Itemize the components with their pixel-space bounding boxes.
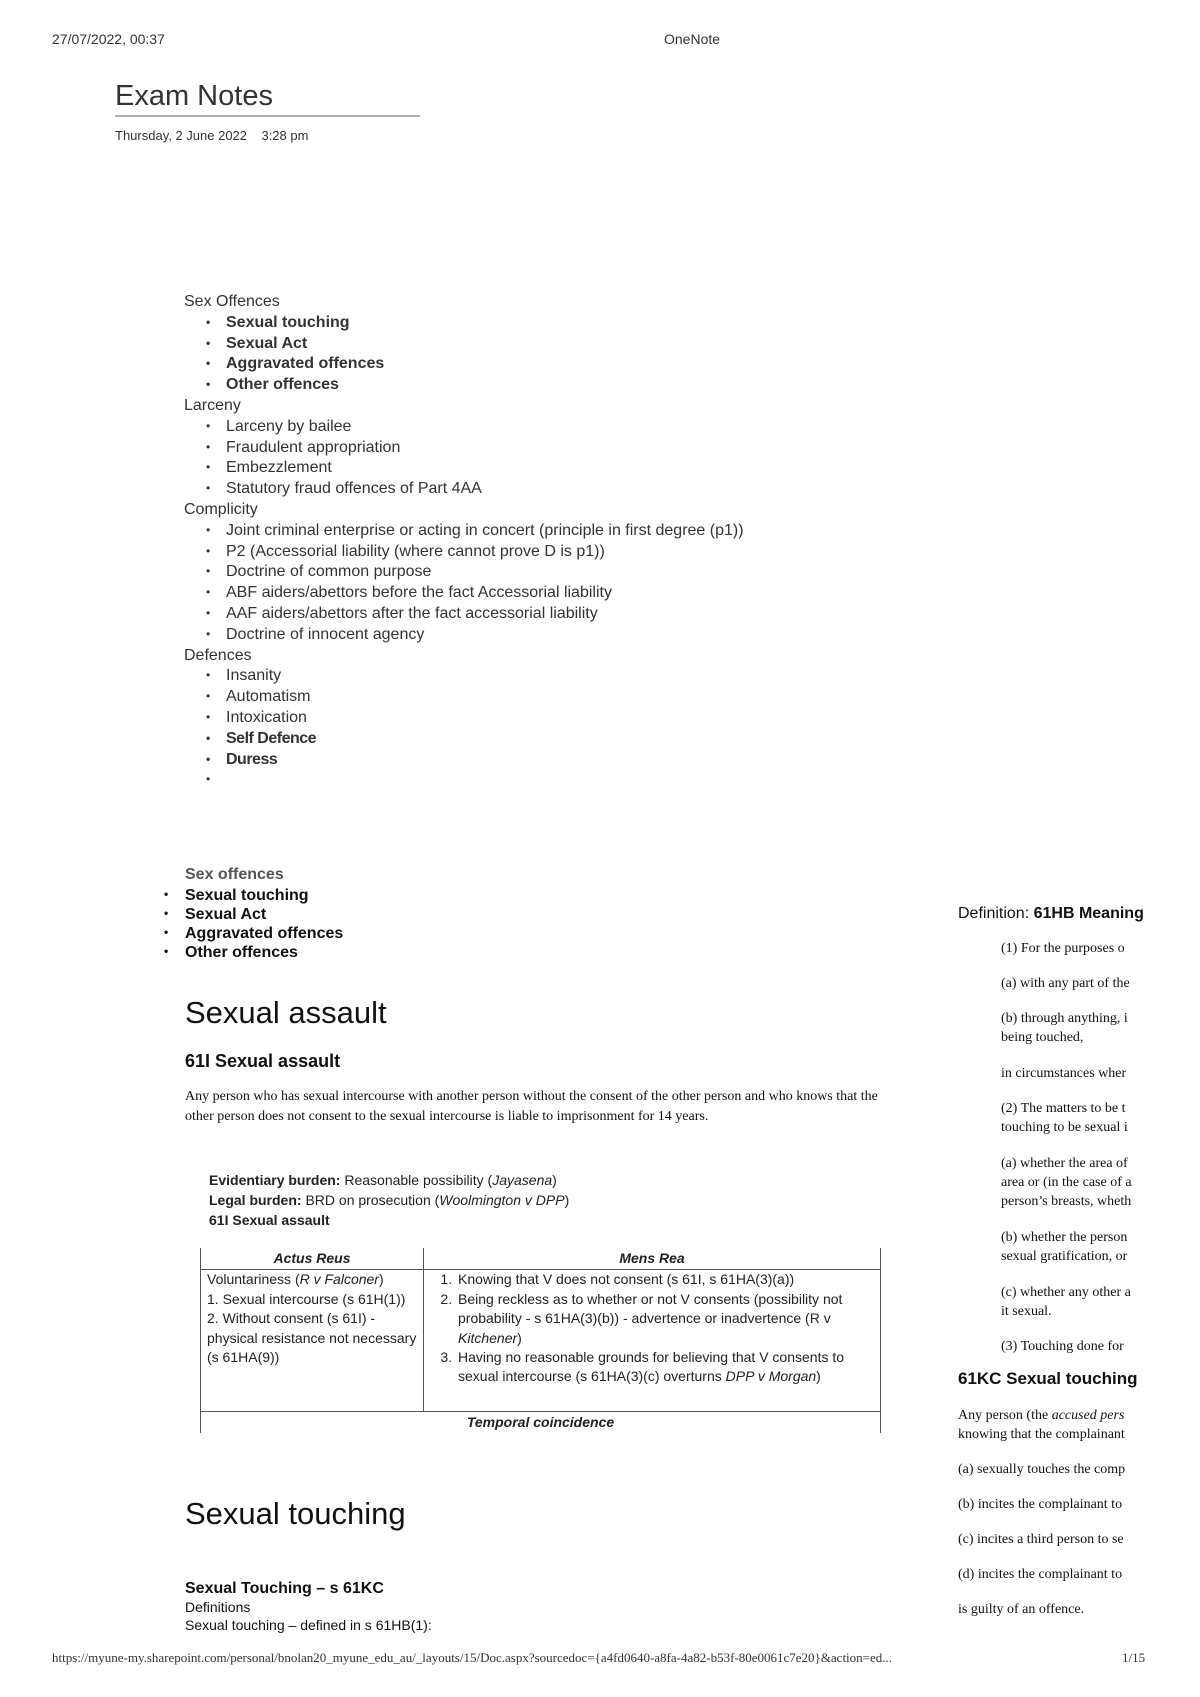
sidebar-line: (a) whether the area of [1001, 1156, 1128, 1171]
outline-item: • Doctrine of innocent agency [206, 625, 744, 646]
outline-item: • Joint criminal enterprise or acting in concert (principle in first degree (p1)) [206, 521, 744, 542]
paren: ) [816, 1368, 821, 1385]
paren: ) [552, 1172, 557, 1188]
page-timestamp [115, 128, 308, 143]
elements-table [200, 1248, 881, 1433]
actus-item: 1. Sexual intercourse (s 61H(1)) [207, 1290, 406, 1307]
outline-item: • Larceny by bailee [206, 417, 744, 438]
outline-section-title: Sex Offences [184, 293, 280, 310]
mens-item [456, 1348, 874, 1387]
outline-item [206, 770, 744, 791]
section-61kc-heading: 61KC Sexual touching [958, 1369, 1138, 1388]
outline-item: • Sexual Act [206, 334, 744, 355]
page-date: Thursday, 2 June 2022 [115, 128, 248, 143]
outline-section-title: Defences [184, 646, 252, 664]
outline-item: • ABF aiders/abettors before the fact Accessorial liability [206, 583, 744, 604]
sidebar-line: knowing that the complainant [958, 1427, 1125, 1442]
sexual-touching-block [185, 1580, 432, 1634]
outline-item: • Insanity [206, 666, 744, 687]
spacer-row [201, 1387, 881, 1412]
definitions-label: Definitions [185, 1599, 251, 1615]
sidebar-line: area or (in the case of a [1001, 1175, 1132, 1190]
mens-item [456, 1290, 874, 1348]
list-item: • Aggravated offences [185, 924, 343, 943]
case-name: DPP v Morgan [725, 1368, 817, 1385]
sidebar-line: (c) whether any other a [1001, 1285, 1131, 1300]
legal-burden [209, 1190, 569, 1210]
sidebar-line: (b) whether the person [1001, 1230, 1128, 1245]
sidebar-line: (2) The matters to be t [1001, 1101, 1126, 1116]
outline-section-title: Complicity [184, 500, 258, 518]
page-time: 3:28 pm [261, 128, 309, 143]
mens-item: 1. Knowing that V does not consent (s 61I, s 61HA(3)(a)) [456, 1270, 874, 1289]
legal-burden-text: BRD on prosecution ( [305, 1192, 440, 1208]
outline-item: • Duress [206, 750, 744, 771]
definition-sidebar [958, 900, 1200, 1630]
mens-text: Being reckless as to whether or not V consents (possibility not probability - s 61HA(3)(b)) - advertence or inadvertence (R v [458, 1290, 843, 1327]
outline-item: • Other offences [206, 375, 744, 396]
sidebar-line: it sexual. [1001, 1304, 1052, 1319]
actus-reus-cell [201, 1270, 424, 1387]
kc-italic: accused pers [1051, 1408, 1125, 1423]
evidentiary-burden-label: Evidentiary burden: [209, 1172, 341, 1188]
legal-burden-label: Legal burden: [209, 1192, 302, 1208]
list-item: • Sexual Act [185, 905, 343, 924]
table-header-row [201, 1248, 881, 1270]
outline-item: • Aggravated offences [206, 354, 744, 375]
sexual-touching-heading: Sexual touching [185, 1496, 406, 1531]
paren: ) [564, 1192, 570, 1208]
outline-item: • Sexual touching [206, 313, 744, 334]
case-name: R v Falconer [299, 1271, 379, 1288]
defined-in-text: Sexual touching – defined in s 61HB(1): [185, 1617, 432, 1633]
definition-prefix: Definition: [958, 905, 1034, 922]
page-title: Exam Notes [115, 80, 420, 117]
sexual-assault-heading: Sexual assault [185, 995, 387, 1030]
table-caption: 61I Sexual assault [209, 1212, 330, 1228]
case-name: Jayasena [492, 1172, 553, 1188]
print-datetime: 27/07/2022, 00:37 [52, 31, 165, 47]
definition-title [958, 905, 1144, 923]
topic-outline [184, 292, 744, 791]
list-item: • Other offences [185, 943, 343, 962]
outline-item: • Fraudulent appropriation [206, 438, 744, 459]
sidebar-line: (3) Touching done for [1001, 1339, 1124, 1354]
sidebar-line: sexual gratification, or [1001, 1249, 1128, 1264]
case-name: Woolmington v DPP [439, 1192, 565, 1208]
outline-item: • AAF aiders/abettors after the fact accessorial liability [206, 604, 744, 625]
outline-item: • Embezzlement [206, 458, 744, 479]
outline-list [184, 521, 744, 646]
list-item: • Sexual touching [185, 886, 343, 905]
sidebar-line: touching to be sexual i [1001, 1120, 1128, 1135]
outline-item: • Automatism [206, 687, 744, 708]
paren: ) [517, 1329, 522, 1346]
outline-list [184, 313, 744, 396]
mens-text: Having no reasonable grounds for believing that V consents to sexual intercourse (s 61HA(3)(c) overturns [458, 1349, 845, 1385]
mens-rea-cell [424, 1270, 881, 1387]
evidentiary-burden [209, 1170, 569, 1190]
outline-item: • P2 (Accessorial liability (where cannot prove D is p1)) [206, 542, 744, 563]
spacer-cell [424, 1387, 881, 1412]
evidentiary-burden-text: Reasonable possibility ( [344, 1172, 493, 1188]
sidebar-line: (a) with any part of the [1001, 976, 1130, 991]
outline-section-title: Larceny [184, 396, 241, 414]
sidebar-line: (b) incites the complainant to [958, 1497, 1123, 1512]
sex-offences-heading: Sex offences [185, 866, 284, 883]
definition-section: 61HB Meaning [1033, 905, 1144, 922]
print-app-name: OneNote [664, 31, 721, 47]
outline-item: • Doctrine of common purpose [206, 562, 744, 583]
actus-item [207, 1270, 417, 1289]
case-name: Kitchener [458, 1329, 518, 1346]
sidebar-line: (1) For the purposes o [1001, 941, 1125, 956]
spacer-cell [201, 1387, 424, 1412]
sidebar-line: (c) incites a third person to se [958, 1532, 1124, 1547]
sexual-touching-subhead: Sexual Touching – s 61KC [185, 1580, 384, 1597]
outline-list [184, 666, 744, 791]
print-footer-page: 1/15 [1122, 1650, 1146, 1665]
outline-item: • Statutory fraud offences of Part 4AA [206, 479, 744, 500]
sidebar-line [958, 1408, 1124, 1424]
outline-item: • Intoxication [206, 708, 744, 729]
temporal-coincidence: Temporal coincidence [201, 1411, 881, 1433]
mens-rea-header: Mens Rea [424, 1248, 881, 1270]
sidebar-line: (d) incites the complainant to [958, 1567, 1123, 1582]
print-footer-url: https://myune-my.sharepoint.com/personal/bnolan20_myune_edu_au/_layouts/15/Doc.aspx?sourcedoc={a4fd0640-a8fa-4a82-b53f-80e0061c7e20}&action=ed... [52, 1650, 893, 1665]
sidebar-line: person’s breasts, wheth [1001, 1194, 1132, 1209]
actus-text: Voluntariness ( [207, 1271, 300, 1288]
sidebar-line: being touched, [1001, 1030, 1084, 1045]
section-61i-text: Any person who has sexual intercourse with another person without the consent of the other person and who knows that the other person does not consent to the sexual intercourse is liable to imprisonment for 14 years. [185, 1089, 878, 1124]
paren: ) [378, 1271, 384, 1288]
actus-reus-header: Actus Reus [201, 1248, 424, 1270]
outline-list [184, 417, 744, 500]
sidebar-line: (a) sexually touches the comp [958, 1462, 1126, 1477]
kc-text: Any person (the [958, 1408, 1052, 1423]
sidebar-line: (b) through anything, i [1001, 1011, 1128, 1026]
sidebar-line: is guilty of an offence. [958, 1602, 1085, 1617]
section-61i-heading: 61I Sexual assault [185, 1051, 341, 1071]
sidebar-line: in circumstances wher [1001, 1066, 1127, 1081]
sex-offences-list [185, 865, 343, 962]
table-footer-row [201, 1411, 881, 1433]
sex-offences-items [185, 886, 343, 962]
table-row [201, 1270, 881, 1387]
outline-item: • Self Defence [206, 729, 744, 750]
mens-rea-list [430, 1270, 874, 1386]
actus-item: 2. Without consent (s 61I) - physical resistance not necessary (s 61HA(9)) [207, 1310, 417, 1366]
burden-block [209, 1170, 569, 1230]
